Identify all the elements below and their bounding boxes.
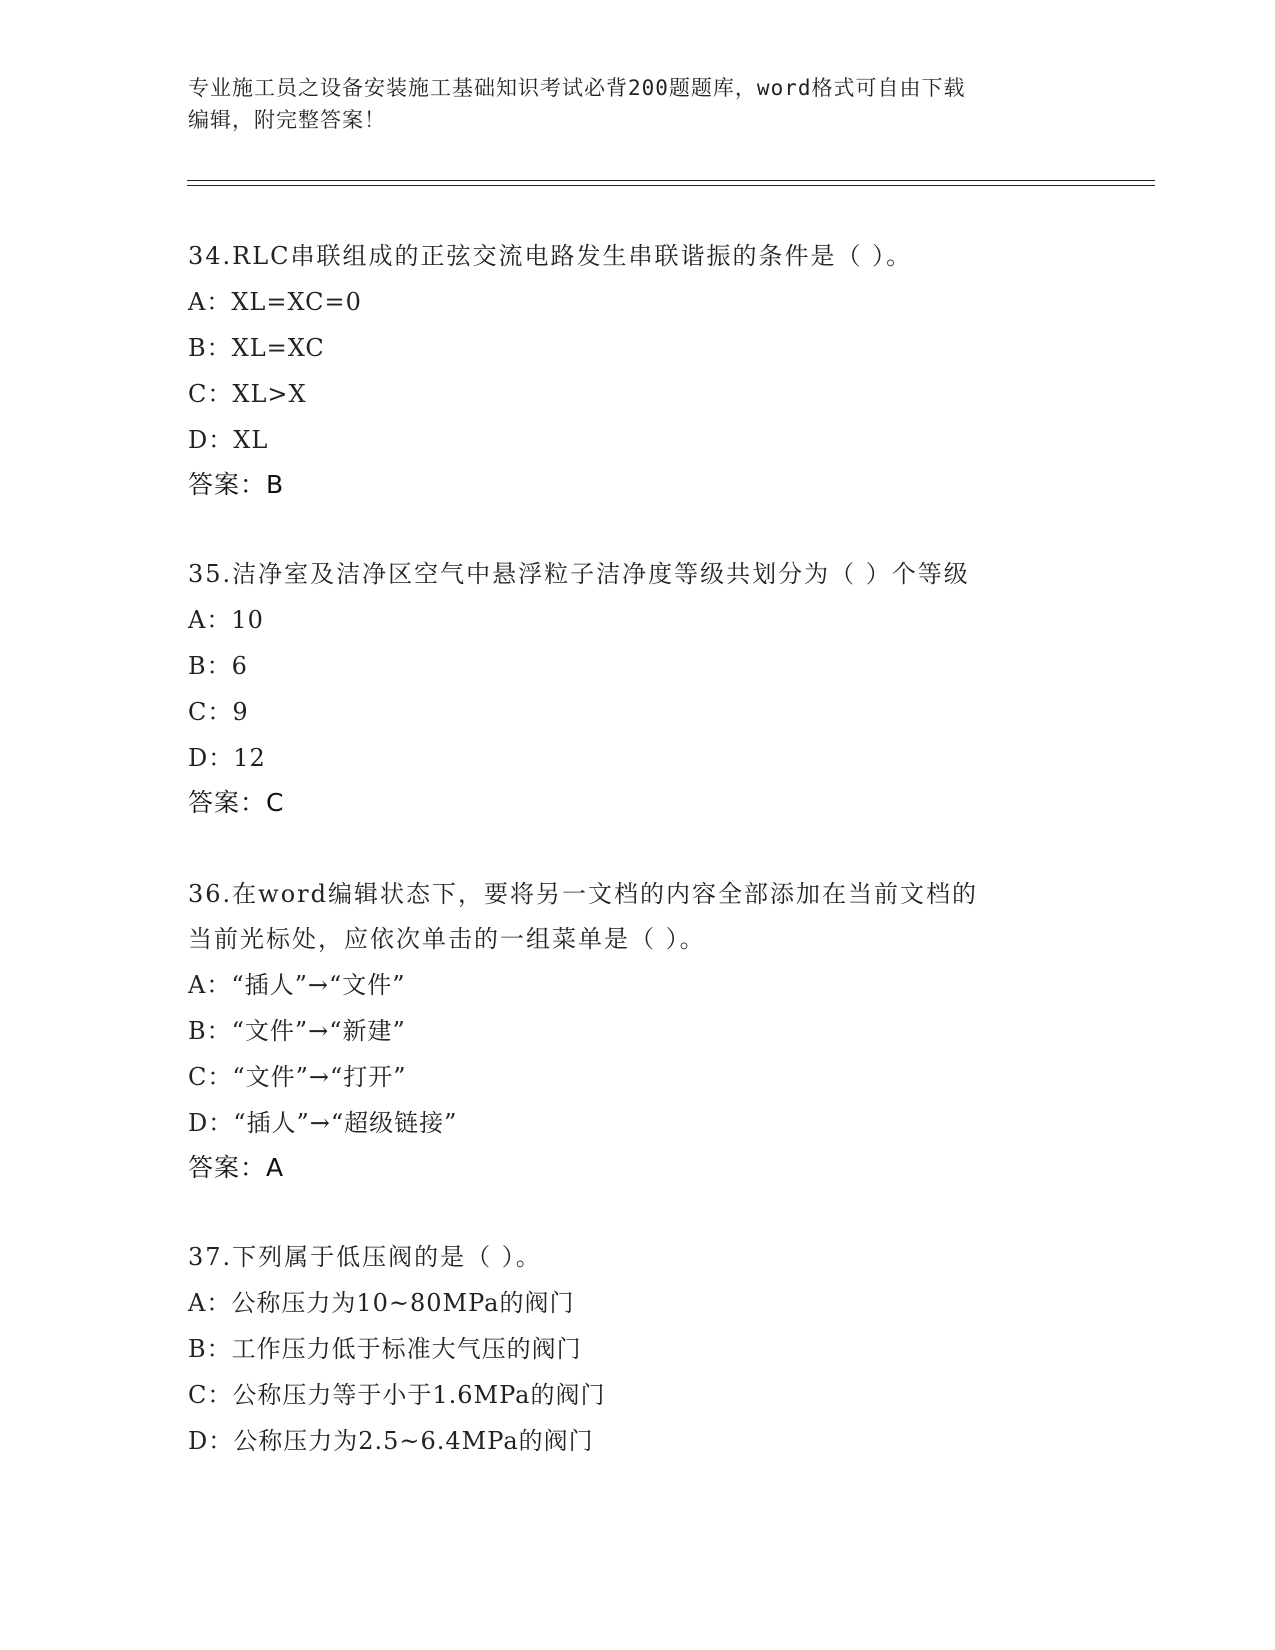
question-34 <box>188 234 1108 507</box>
question-36 <box>188 872 1108 1190</box>
question-text: 37.下列属于低压阀的是（ ）。 <box>188 1243 542 1271</box>
question-text-line-1: 36.在word编辑状态下，要将另一文档的内容全部添加在当前文档的 <box>188 880 978 908</box>
header-title-line-2: 编辑，附完整答案！ <box>188 108 386 132</box>
header-rule-bottom <box>187 185 1155 186</box>
option-a: A：10 <box>188 606 264 634</box>
question-37 <box>188 1235 1108 1464</box>
option-b: B：XL=XC <box>188 334 325 362</box>
option-d: D：12 <box>188 744 266 772</box>
option-d: D：XL <box>188 426 269 454</box>
question-text: 34.RLC串联组成的正弦交流电路发生串联谐振的条件是（ ）。 <box>188 242 913 270</box>
document-header <box>188 72 1088 136</box>
option-b: B：工作压力低于标准大气压的阀门 <box>188 1335 582 1363</box>
option-a: A：公称压力为10~80MPa的阀门 <box>188 1289 575 1317</box>
answer: 答案：B <box>188 470 285 499</box>
answer: 答案：A <box>188 1153 285 1182</box>
question-text: 35.洁净室及洁净区空气中悬浮粒子洁净度等级共划分为（ ）个等级 <box>188 560 970 588</box>
option-a: A：XL=XC=0 <box>188 288 362 316</box>
option-a: A：“插人”→“文件” <box>188 971 406 999</box>
question-text-line-2: 当前光标处，应依次单击的一组菜单是（ ）。 <box>188 925 706 953</box>
option-b: B：“文件”→“新建” <box>188 1017 406 1045</box>
question-35 <box>188 552 1108 825</box>
header-rule-top <box>187 180 1155 181</box>
option-b: B：6 <box>188 652 248 680</box>
header-title-line-1: 专业施工员之设备安装施工基础知识考试必背200题题库，word格式可自由下载 <box>188 76 966 100</box>
option-c: C：9 <box>188 698 249 726</box>
option-d: D：“插人”→“超级链接” <box>188 1109 458 1137</box>
option-d: D：公称压力为2.5~6.4MPa的阀门 <box>188 1427 594 1455</box>
option-c: C：“文件”→“打开” <box>188 1063 407 1091</box>
option-c: C：XL>X <box>188 380 307 408</box>
answer: 答案：C <box>188 788 285 817</box>
option-c: C：公称压力等于小于1.6MPa的阀门 <box>188 1381 606 1409</box>
